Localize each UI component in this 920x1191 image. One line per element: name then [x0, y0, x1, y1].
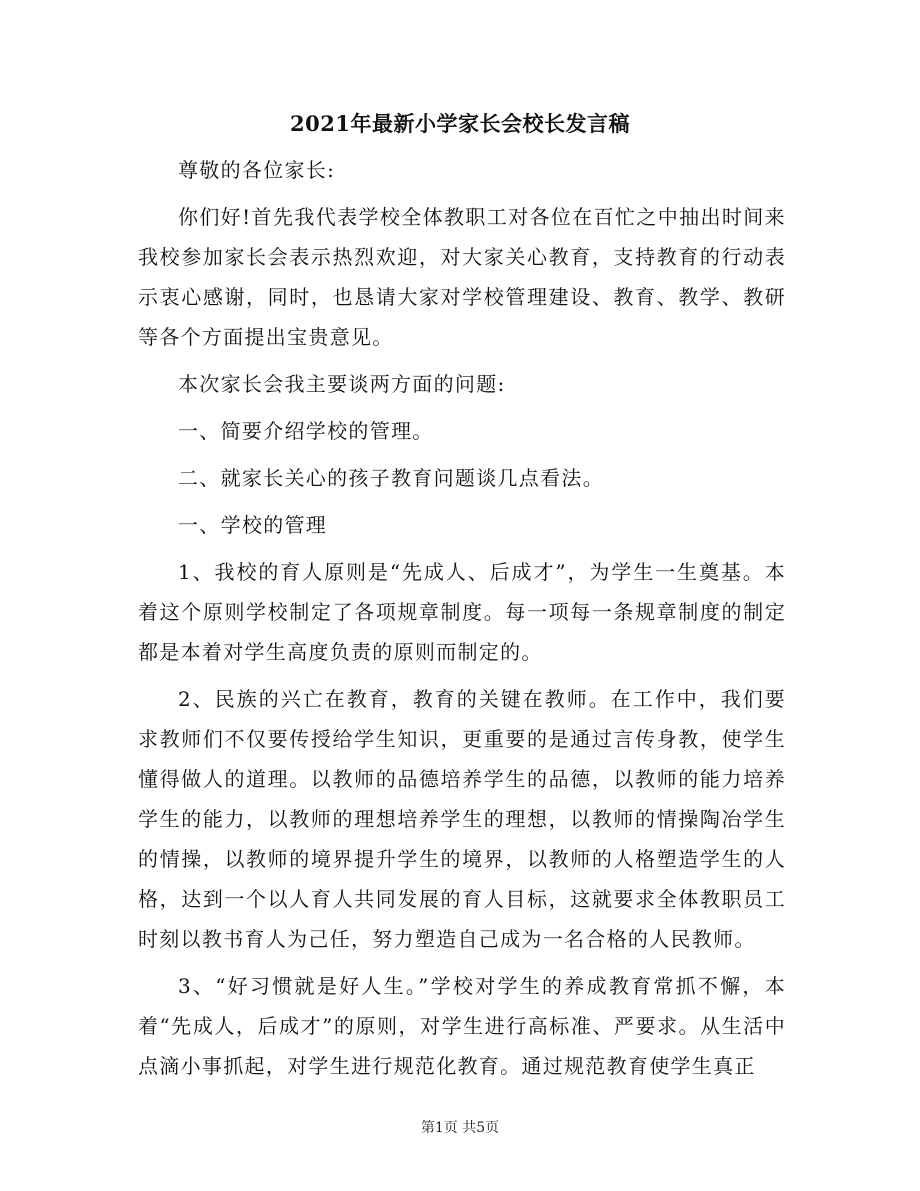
- paragraph: 1、我校的育人原则是“先成人、后成才”，为学生一生奠基。本着这个原则学校制定了各项规章制度。每一项每一条规章制度的制定都是本着对学生高度负责的原则而制定的。: [138, 560, 786, 664]
- paragraph: 3、“好习惯就是好人生。”学校对学生的养成教育常抓不懈，本着“先成人，后成才”的原则，对学生进行高标准、严要求。从生活中点滴小事抓起，对学生进行规范化教育。通过规范教育使学生真正: [138, 974, 786, 1078]
- document-body: [138, 150, 786, 1093]
- salutation: 尊敬的各位家长:: [178, 158, 336, 182]
- paragraph: 你们好!首先我代表学校全体教职工对各位在百忙之中抽出时间来我校参加家长会表示热烈欢迎，对大家关心教育，支持教育的行动表示衷心感谢，同时，也恳请大家对学校管理建设、教育、教学、教研等各个方面提出宝贵意见。: [138, 205, 786, 349]
- list-item: 一、简要介绍学校的管理。: [178, 419, 434, 443]
- paragraph: 2、民族的兴亡在教育，教育的关键在教师。在工作中，我们要求教师们不仅要传授给学生知识，更重要的是通过言传身教，使学生懂得做人的道理。以教师的品德培养学生的品德，以教师的能力培养学生的能力，以教师的理想培养学生的理想，以教师的情操陶冶学生的情操，以教师的境界提升学生的境界，以教师的人格塑造学生的人格，达到一个以人育人共同发展的育人目标，这就要求全体教职员工时刻以教书育人为己任，努力塑造自己成为一名合格的人民教师。: [138, 687, 786, 951]
- section-heading: 一、学校的管理: [178, 513, 328, 537]
- paragraph: 本次家长会我主要谈两方面的问题:: [178, 372, 506, 396]
- page-number-footer: 第1页 共5页: [420, 1120, 500, 1136]
- list-item: 二、就家长关心的孩子教育问题谈几点看法。: [178, 466, 604, 490]
- page-title: 2021年最新小学家长会校长发言稿: [290, 111, 630, 136]
